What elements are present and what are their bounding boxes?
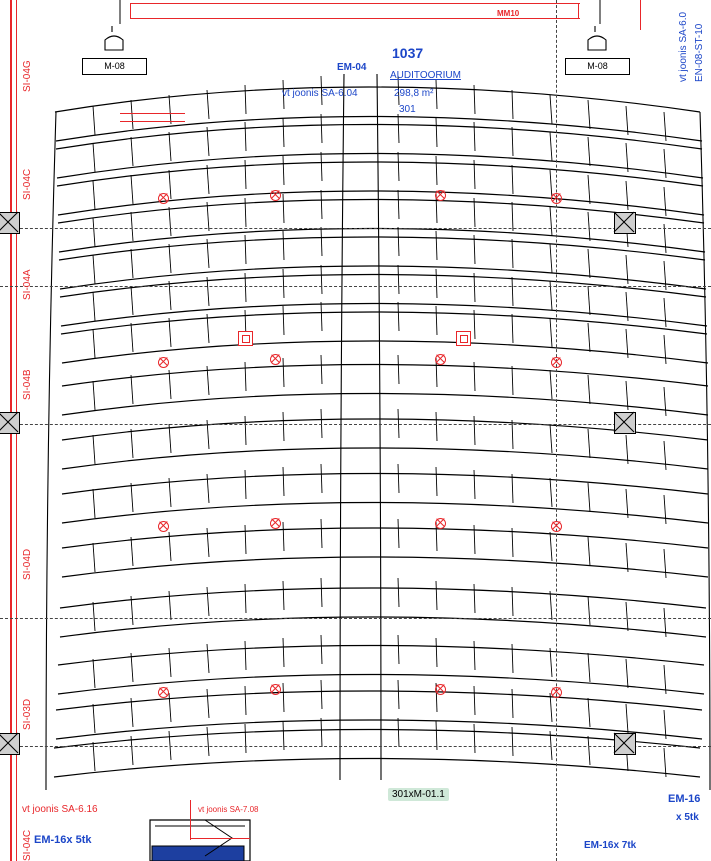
axis-label-left-5: SI-04D xyxy=(22,548,33,580)
room-name: AUDITOORIUM xyxy=(390,70,461,81)
room-area: 298,8 m² xyxy=(394,88,434,99)
red-horizontal-line-top xyxy=(130,3,580,4)
axis-label-left-7: SI-04C xyxy=(22,829,33,861)
equipment-icons-top xyxy=(0,20,711,140)
speaker-symbol xyxy=(158,687,169,698)
column-marker xyxy=(0,212,20,234)
room-sub-number: 301 xyxy=(399,104,416,115)
red-vertical-line-detail-b xyxy=(578,3,579,19)
bottom-left-drawing-reference: vt joonis SA-6.16 xyxy=(22,804,98,815)
axis-label-right-1: vt joonis SA-6.0 xyxy=(678,11,689,82)
speaker-symbol xyxy=(158,357,169,368)
label-m08-right: M-08 xyxy=(565,58,630,75)
speaker-symbol xyxy=(158,193,169,204)
axis-label-left-1: SI-04G xyxy=(22,60,33,92)
grid-axis-horizontal-4 xyxy=(0,746,711,747)
speaker-symbol xyxy=(270,684,281,695)
axis-label-right-2: EN-08-ST-10 xyxy=(694,23,705,82)
column-marker xyxy=(0,733,20,755)
axis-label-left-2: SI-04C xyxy=(22,168,33,200)
speaker-symbol xyxy=(551,357,562,368)
speaker-symbol xyxy=(435,354,446,365)
label-m08-left: M-08 xyxy=(82,58,147,75)
floor-box-symbol xyxy=(238,331,253,346)
bottom-left-em-label: EM-16x 5tk xyxy=(34,834,92,846)
grid-axis-horizontal-1 xyxy=(0,228,711,229)
grid-axis-horizontal-5 xyxy=(0,286,711,287)
bottom-right-em-label: EM-16x 7tk xyxy=(584,840,637,851)
floor-box-symbol xyxy=(456,331,471,346)
column-marker xyxy=(614,212,636,234)
column-marker xyxy=(614,412,636,434)
speaker-symbol xyxy=(551,521,562,532)
right-em-label-1: EM-16 xyxy=(668,793,701,805)
column-marker xyxy=(614,733,636,755)
center-drawing-reference: vt joonis SA-6.04 xyxy=(282,88,358,99)
right-em-label-2: x 5tk xyxy=(676,812,699,823)
bottom-mid-drawing-reference: vt joonis SA-7.08 xyxy=(198,805,259,814)
speaker-symbol xyxy=(435,518,446,529)
speaker-symbol xyxy=(270,190,281,201)
speaker-symbol xyxy=(435,684,446,695)
room-number: 1037 xyxy=(392,45,424,61)
speaker-symbol xyxy=(551,193,562,204)
axis-label-left-4: SI-04B xyxy=(22,369,33,400)
grid-axis-horizontal-3 xyxy=(0,618,711,619)
label-em04: EM-04 xyxy=(337,62,367,73)
red-vertical-line-detail-a xyxy=(130,3,131,19)
axis-label-left-6: SI-03D xyxy=(22,698,33,730)
axis-label-left-3: SI-04A xyxy=(22,269,33,300)
speaker-symbol xyxy=(158,521,169,532)
label-mm10: MM10 xyxy=(497,9,520,18)
red-bracket-bottom xyxy=(190,800,191,840)
floor-finish-tag: 301xM-01.1 xyxy=(388,788,449,801)
red-bracket-bottom-h xyxy=(190,838,250,839)
speaker-symbol xyxy=(270,354,281,365)
grid-axis-horizontal-2 xyxy=(0,424,711,425)
speaker-symbol xyxy=(435,190,446,201)
speaker-symbol xyxy=(551,687,562,698)
column-marker xyxy=(0,412,20,434)
speaker-symbol xyxy=(270,518,281,529)
